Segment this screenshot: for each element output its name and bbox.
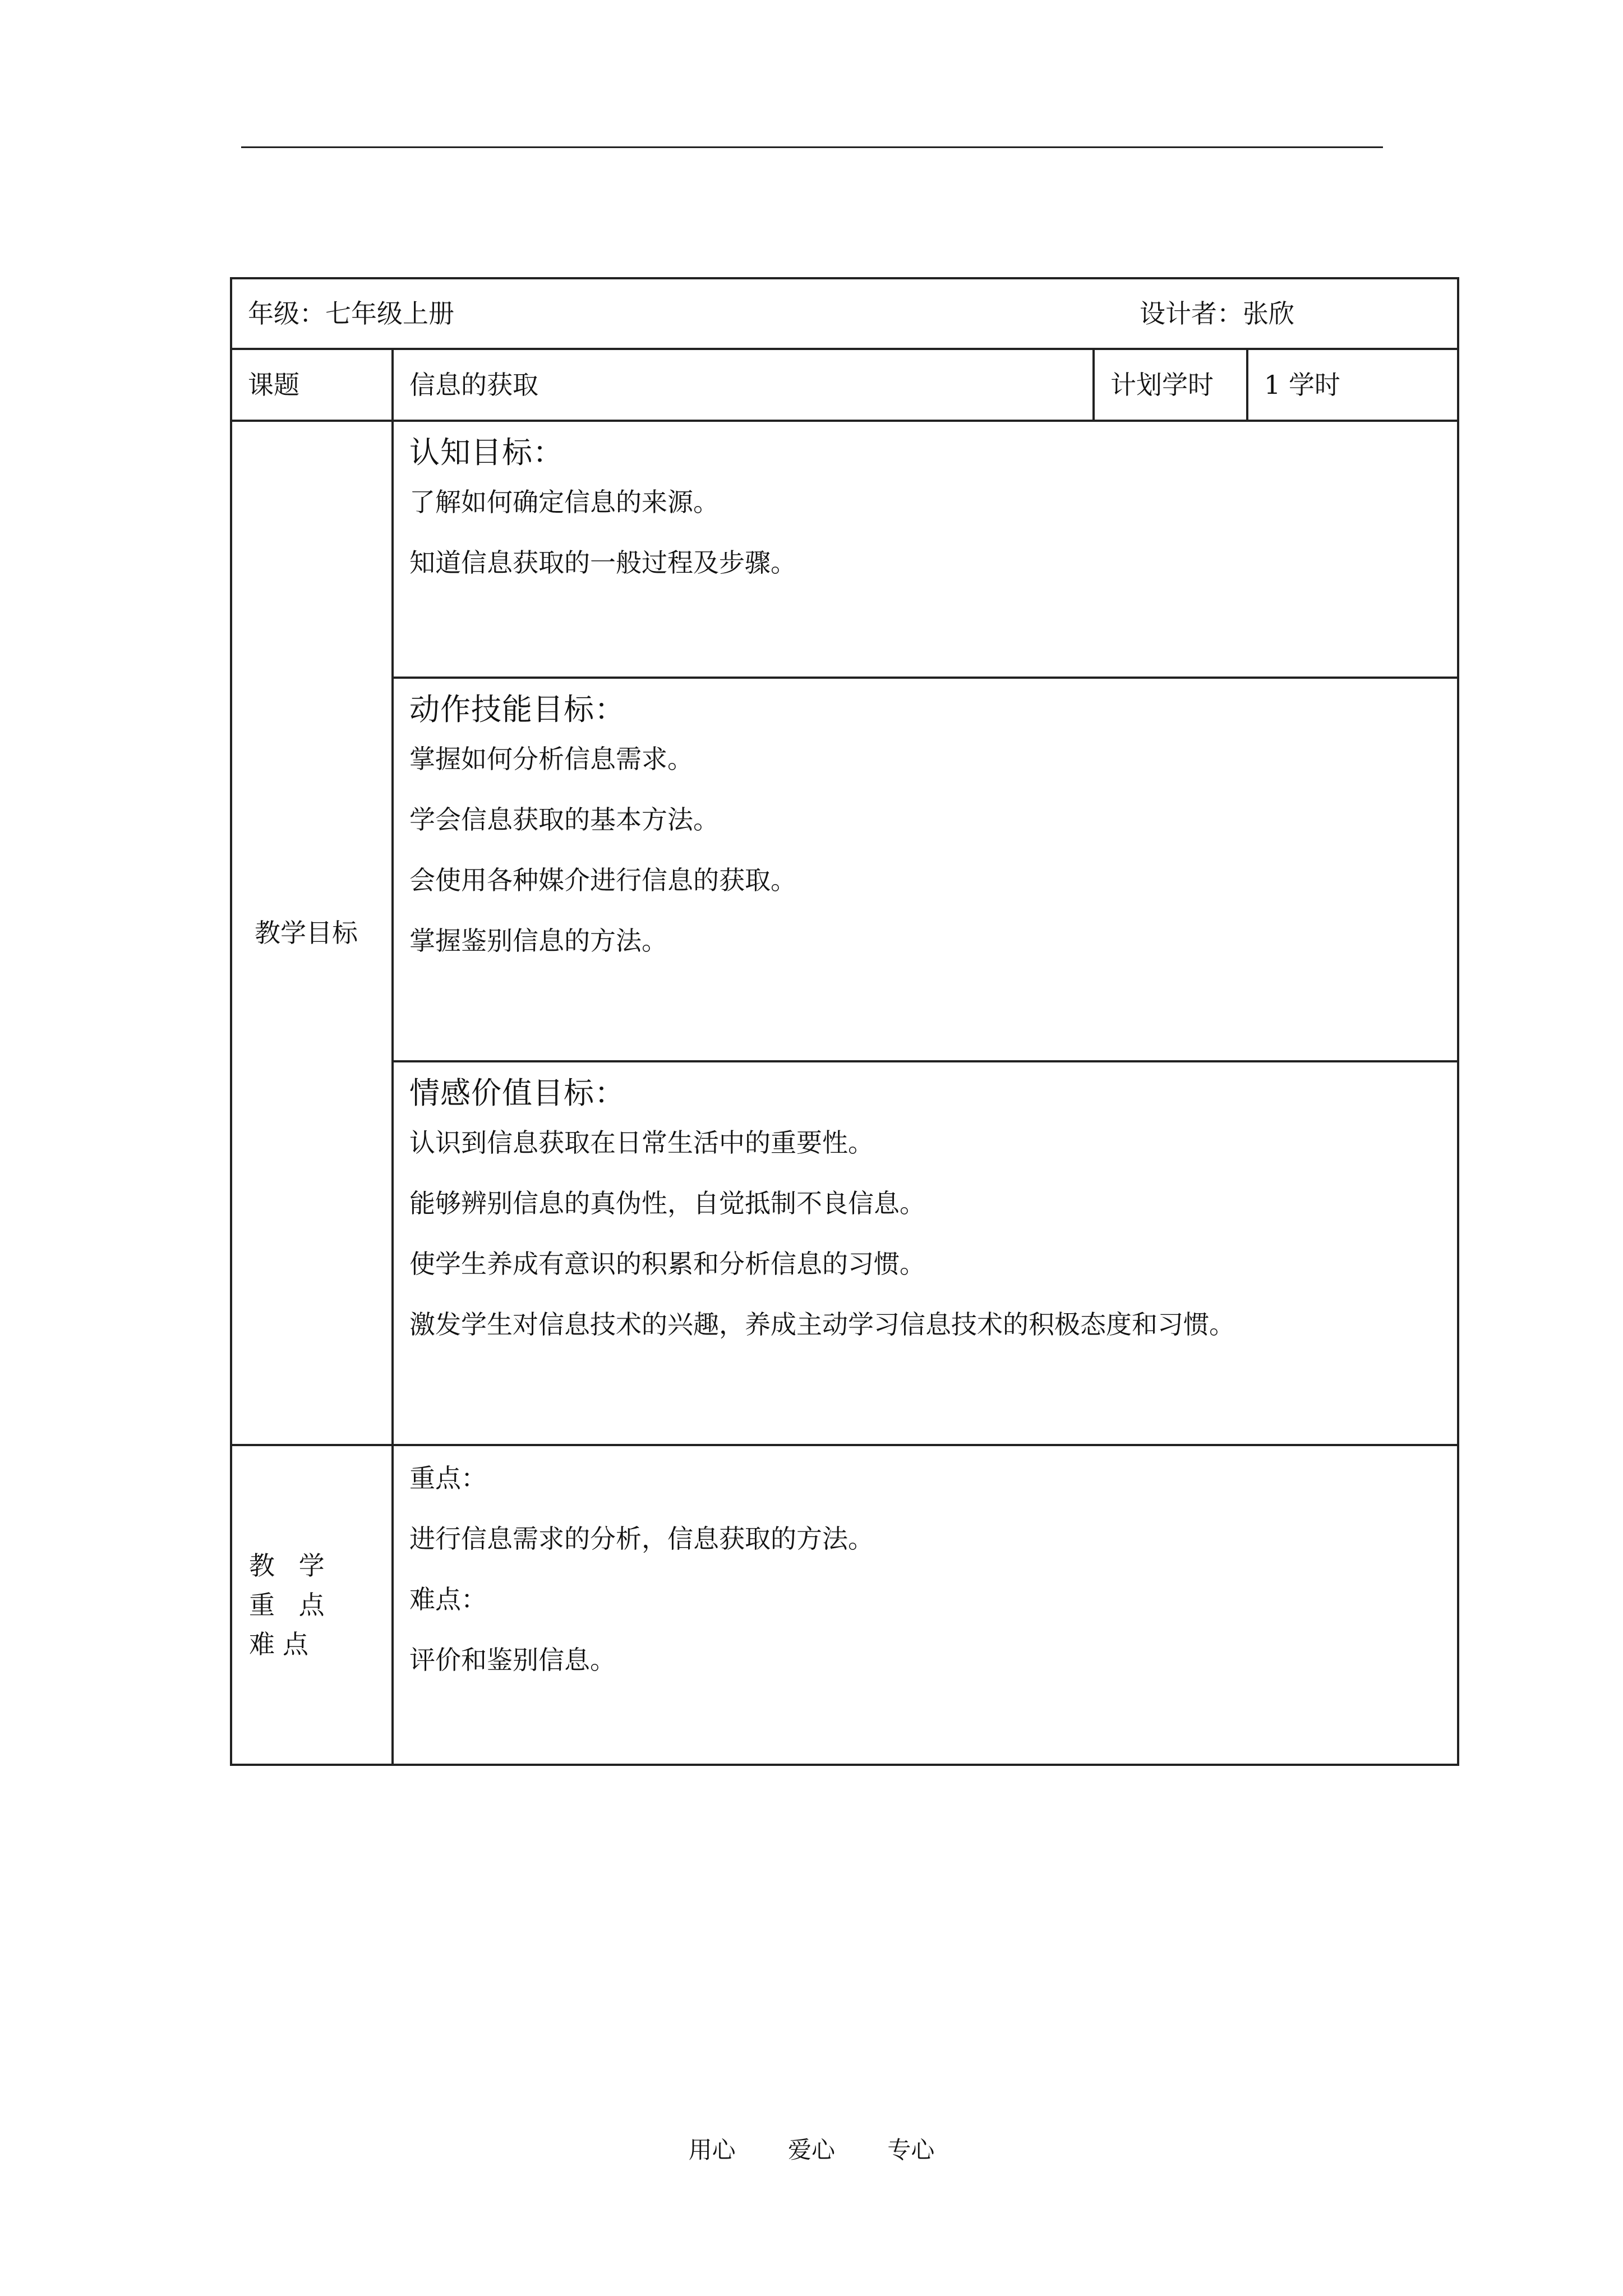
header-rule <box>241 146 1383 148</box>
hours-label: 计划学时 <box>1094 349 1247 421</box>
cognitive-row <box>231 421 1458 678</box>
topic-label: 课题 <box>231 349 393 421</box>
page-footer <box>0 2132 1623 2165</box>
skill-title: 动作技能目标： <box>409 692 625 727</box>
list-item: 了解如何确定信息的来源。 <box>409 487 719 517</box>
footer-item: 专心 <box>887 2136 935 2164</box>
topic-row <box>231 349 1458 421</box>
difficulty-label: 难点： <box>409 1584 487 1614</box>
list-item: 学会信息获取的基本方法。 <box>409 804 719 835</box>
list-item: 激发学生对信息技术的兴趣，养成主动学习信息技术的积极态度和习惯。 <box>409 1309 1235 1340</box>
list-item: 掌握鉴别信息的方法。 <box>409 926 667 956</box>
key-points-row <box>231 1445 1458 1765</box>
list-item: 知道信息获取的一般过程及步骤。 <box>409 547 796 578</box>
topic-value: 信息的获取 <box>393 349 1094 421</box>
grade-row <box>231 278 1458 349</box>
list-item: 会使用各种媒介进行信息的获取。 <box>409 865 796 895</box>
affective-title: 情感价值目标： <box>409 1075 625 1111</box>
key-points-label <box>231 1445 393 1765</box>
skill-row <box>231 678 1458 1061</box>
difficulty-text: 评价和鉴别信息。 <box>409 1645 616 1675</box>
objectives-label-text: 教学目标 <box>255 918 358 948</box>
lesson-plan-table <box>230 277 1459 1766</box>
key-label: 重点： <box>409 1463 487 1493</box>
cognitive-cell <box>393 421 1458 678</box>
affective-row <box>231 1061 1458 1445</box>
footer-item: 爱心 <box>787 2136 835 2164</box>
key-points-label-text: 教 学 重 点 难点 <box>249 1550 333 1659</box>
list-item: 使学生养成有意识的积累和分析信息的习惯。 <box>409 1249 925 1279</box>
key-text: 进行信息需求的分析，信息获取的方法。 <box>409 1524 874 1554</box>
skill-cell <box>393 678 1458 1061</box>
cognitive-title: 认知目标： <box>409 435 564 470</box>
affective-cell <box>393 1061 1458 1445</box>
list-item: 掌握如何分析信息需求。 <box>409 744 693 774</box>
objectives-label <box>231 421 393 1445</box>
list-item: 能够辨别信息的真伪性，自觉抵制不良信息。 <box>409 1188 925 1218</box>
hours-value: 1 学时 <box>1247 349 1458 421</box>
grade-text: 年级：七年级上册 <box>248 298 454 329</box>
grade-cell <box>231 278 1458 349</box>
designer-text: 设计者：张欣 <box>1140 298 1294 329</box>
footer-item: 用心 <box>688 2136 736 2164</box>
list-item: 认识到信息获取在日常生活中的重要性。 <box>409 1128 874 1158</box>
key-points-cell <box>393 1445 1458 1765</box>
